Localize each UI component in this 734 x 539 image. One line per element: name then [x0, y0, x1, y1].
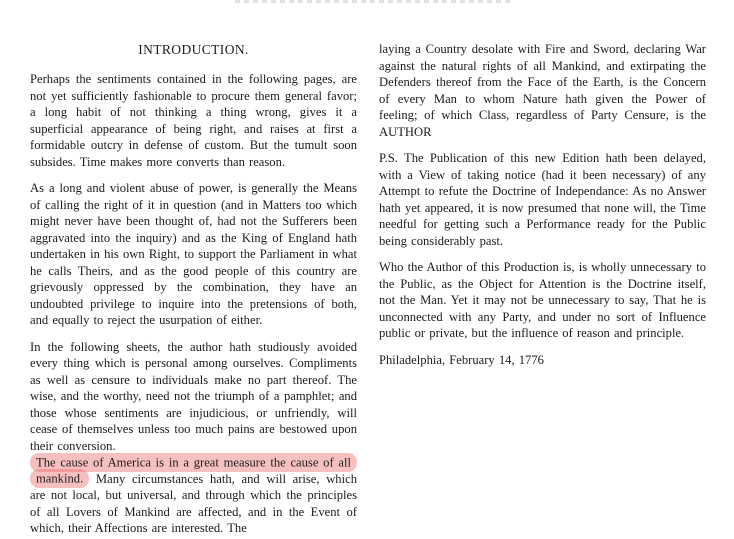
- text-segment: Many circumstances hath, and will arise, which are not local, but universal, and through which the principles of all Lovers of Mankind are affected, and in the Event of which, their Affections are interested. The: [30, 471, 357, 535]
- paragraph: [30, 180, 357, 329]
- text-segment: laying a Country desolate with Fire and Sword, declaring War against the natural rights of all Mankind, and extirpating the Defenders thereof from the Face of the Earth, is the Concern of every Man to whom Nature hath given the Power of feeling; of which Class, regardless of Party Censure, is the AUTHOR: [379, 42, 706, 139]
- paragraph: [379, 352, 706, 369]
- text-segment: As a long and violent abuse of power, is generally the Means of calling the right of it in question (and in Matters too which might never have been thought of, had not the Sufferers been aggravated into the inquiry) and as the King of England hath undertaken in his own Right, to support the Parliament in what he calls Theirs, and as the good people of this country are grievously oppressed by the combination, they have an undoubted privilege to inquire into the pretensions of both, and equally to reject the usurpation of either.: [30, 181, 357, 327]
- text-segment: Who the Author of this Production is, is wholly unnecessary to the Public, as the Object for Attention is the Doctrine itself, not the Man. Yet it may not be unnecessary to say, That he is unconnected with any Party, and under no sort of Influence public or private, but the influence of reason and principle.: [379, 260, 706, 340]
- text-segment: Philadelphia, February 14, 1776: [379, 352, 544, 367]
- left-column: [30, 41, 357, 539]
- section-heading: INTRODUCTION.: [138, 42, 249, 57]
- paragraph: [379, 259, 706, 342]
- text-segment: P.S. The Publication of this new Edition hath been delayed, with a View of taking notice (had it been necessary) of any Attempt to refute the Doctrine of Independance: As no Answer hath yet appeared, it is now presumed that none will, the Time needful for getting such a Performance ready for the Public being considerably past.: [379, 151, 706, 248]
- paragraph: [30, 339, 357, 455]
- clipped-text-remnant: [235, 0, 511, 3]
- text-segment: Perhaps the sentiments contained in the following pages, are not yet sufficiently fashionable to procure them general favor; a long habit of not thinking a thing wrong, gives it a superficial appearance of being right, and raises at first a formidable outcry in defense of custom. But the tumult soon subsides. Time makes more converts than reason.: [30, 72, 357, 169]
- paragraph: [30, 71, 357, 170]
- left-column-text: [30, 71, 357, 537]
- paragraph: [30, 454, 357, 537]
- right-column: [379, 41, 706, 539]
- highlight-annotation: The cause of America is in a great measure the cause of all mankind.: [30, 453, 357, 489]
- paragraph: [379, 41, 706, 140]
- text-segment: In the following sheets, the author hath studiously avoided every thing which is personal among ourselves. Compliments as well as censure to individuals make no part thereof. The wise, and the worthy, need not the triumph of a pamphlet; and those whose sentiments are injudicious, or unfriendly, will cease of themselves unless too much pains are bestowed upon their conversion.: [30, 339, 357, 453]
- right-column-text: [379, 41, 706, 368]
- paragraph: [379, 150, 706, 249]
